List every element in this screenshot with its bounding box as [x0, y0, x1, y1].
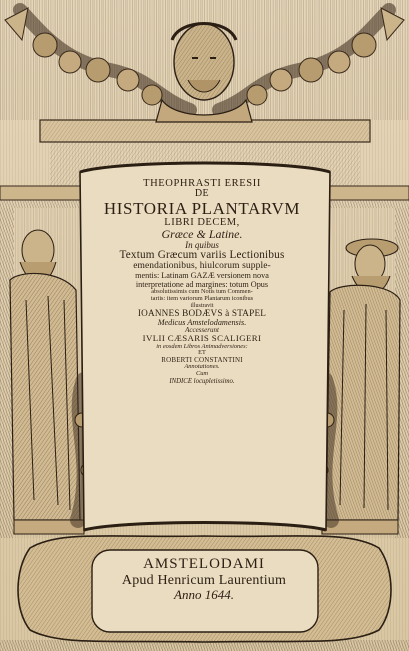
languages-line: Græce & Latine.	[161, 227, 243, 242]
author-line: THEOPHRASTI ERESII	[143, 178, 261, 189]
text-line-3: mentis: Latinam GAZÆ versionem nova	[135, 271, 269, 281]
imprint-year: Anno 1644.	[174, 587, 234, 603]
constantine-line: ROBERTI CONSTANTINI	[161, 356, 243, 365]
in-quibus-line: In quibus	[185, 239, 219, 250]
scaliger-line: IVLII CÆSARIS SCALIGERI	[142, 333, 262, 344]
work-title: HISTORIA PLANTARVM	[103, 198, 301, 218]
de-line: DE	[194, 188, 210, 200]
illustravit-line: illustravit	[190, 302, 214, 309]
books-line: LIBRI DECEM,	[164, 217, 240, 229]
cum-line: Cum	[195, 370, 209, 378]
base-hatching	[0, 640, 409, 651]
text-line-1: Textum Græcum variis Lectionibus	[119, 249, 285, 262]
scaliger-work-line: in eosdem Libros Animadversiones:	[156, 342, 248, 350]
text-line-5: absolutissimis cum Notis tum Commen-	[151, 288, 253, 296]
imprint-text	[104, 556, 304, 603]
imprint-city: AMSTELODAMI	[143, 556, 265, 572]
index-line: INDICE locupletissimo.	[169, 377, 235, 385]
title-text-block	[84, 170, 320, 385]
imprint-publisher: Apud Henricum Laurentium	[121, 572, 287, 588]
annotationes-line: Annotationes.	[184, 363, 220, 371]
text-line-6: tariis: item variorum Plantarum iconibus	[150, 294, 254, 302]
accesserunt-line: Accesserunt	[185, 326, 219, 335]
text-line-4: interpretatione ad margines: totum Opus	[135, 279, 269, 289]
et-line: ET	[198, 349, 206, 357]
text-line-2: emendationibus, hiulcorum supple-	[133, 261, 271, 272]
editor-line: IOANNES BODÆVS à STAPEL	[137, 307, 267, 318]
editor-role-line: Medicus Amstelodamensis.	[157, 317, 247, 327]
